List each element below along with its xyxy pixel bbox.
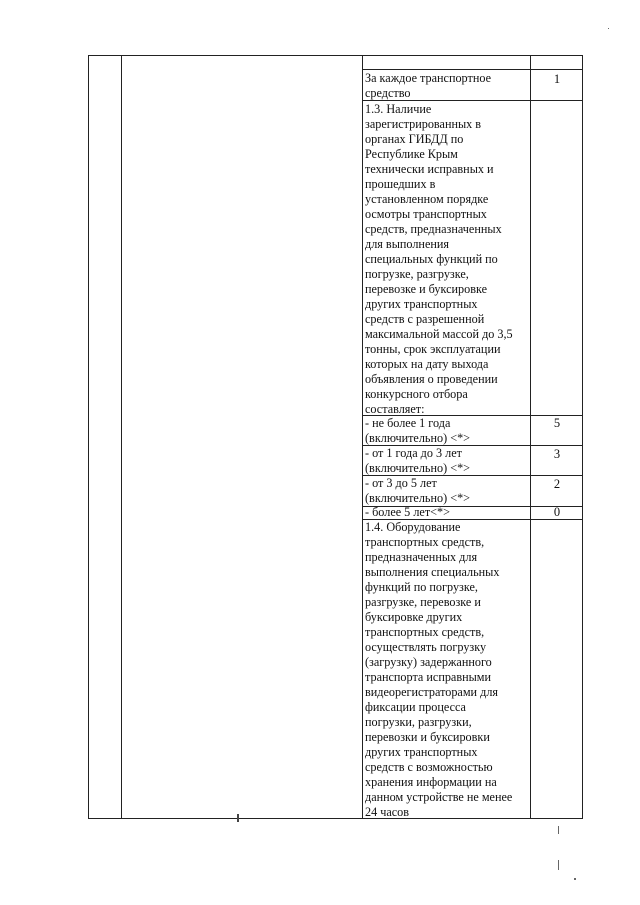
table-border-number-col bbox=[121, 55, 122, 819]
table-border-left bbox=[88, 55, 89, 819]
score-cell-age-over-5: 0 bbox=[553, 505, 561, 519]
scan-speck bbox=[237, 814, 239, 822]
scan-speck bbox=[558, 860, 559, 870]
score-cell-per-vehicle: 1 bbox=[553, 72, 561, 86]
table-border-right bbox=[582, 55, 583, 819]
header-row-bottom bbox=[362, 69, 583, 70]
table-border-top bbox=[88, 55, 583, 56]
criteria-cell-age-3-5: - от 3 до 5 лет (включительно) <*> bbox=[365, 476, 471, 505]
criteria-cell-age-1: - не более 1 года (включительно) <*> bbox=[365, 416, 471, 445]
scan-speck bbox=[608, 28, 609, 29]
criteria-cell-1-3: 1.3. Наличие зарегистрированных в органах ГИБДД по Республике Крым технически исправных и прошедших в установленном порядке осмотры транспортных средств, предназначенных для выполнения специальных функций по погрузке, разгрузке, перевозке и буксировке других транспортных средств с разрешенной максимальной массой до 3,5 тонны, срок эксплуатации которых на дату выхода объявления о проведении конкурсного отбора составляет: bbox=[365, 102, 513, 416]
criteria-cell-1-4: 1.4. Оборудование транспортных средств, предназначенных для выполнения специальных функций по погрузке, разгрузке, перевозке и буксировке других транспортных средств, осуществлять погрузку (загрузку) задержанного транспорта исправными видеорегистраторами для фиксации процесса погрузки, разгрузки, перевозки и буксировки других транспортных средств с возможностью хранения информации на данном устройстве не менее 24 часов bbox=[365, 520, 513, 819]
table-border-criteria-col bbox=[362, 55, 363, 819]
scan-speck bbox=[558, 826, 559, 834]
criteria-cell-per-vehicle: За каждое транспортное средство bbox=[365, 71, 491, 100]
criteria-cell-age-1-3: - от 1 года до 3 лет (включительно) <*> bbox=[365, 446, 471, 475]
table-border-score-col bbox=[530, 55, 531, 819]
criteria-cell-age-over-5: - более 5 лет<*> bbox=[365, 505, 450, 519]
scan-speck bbox=[574, 878, 576, 880]
score-cell-age-1: 5 bbox=[553, 416, 561, 430]
score-cell-age-1-3: 3 bbox=[553, 447, 561, 461]
score-cell-age-3-5: 2 bbox=[553, 477, 561, 491]
